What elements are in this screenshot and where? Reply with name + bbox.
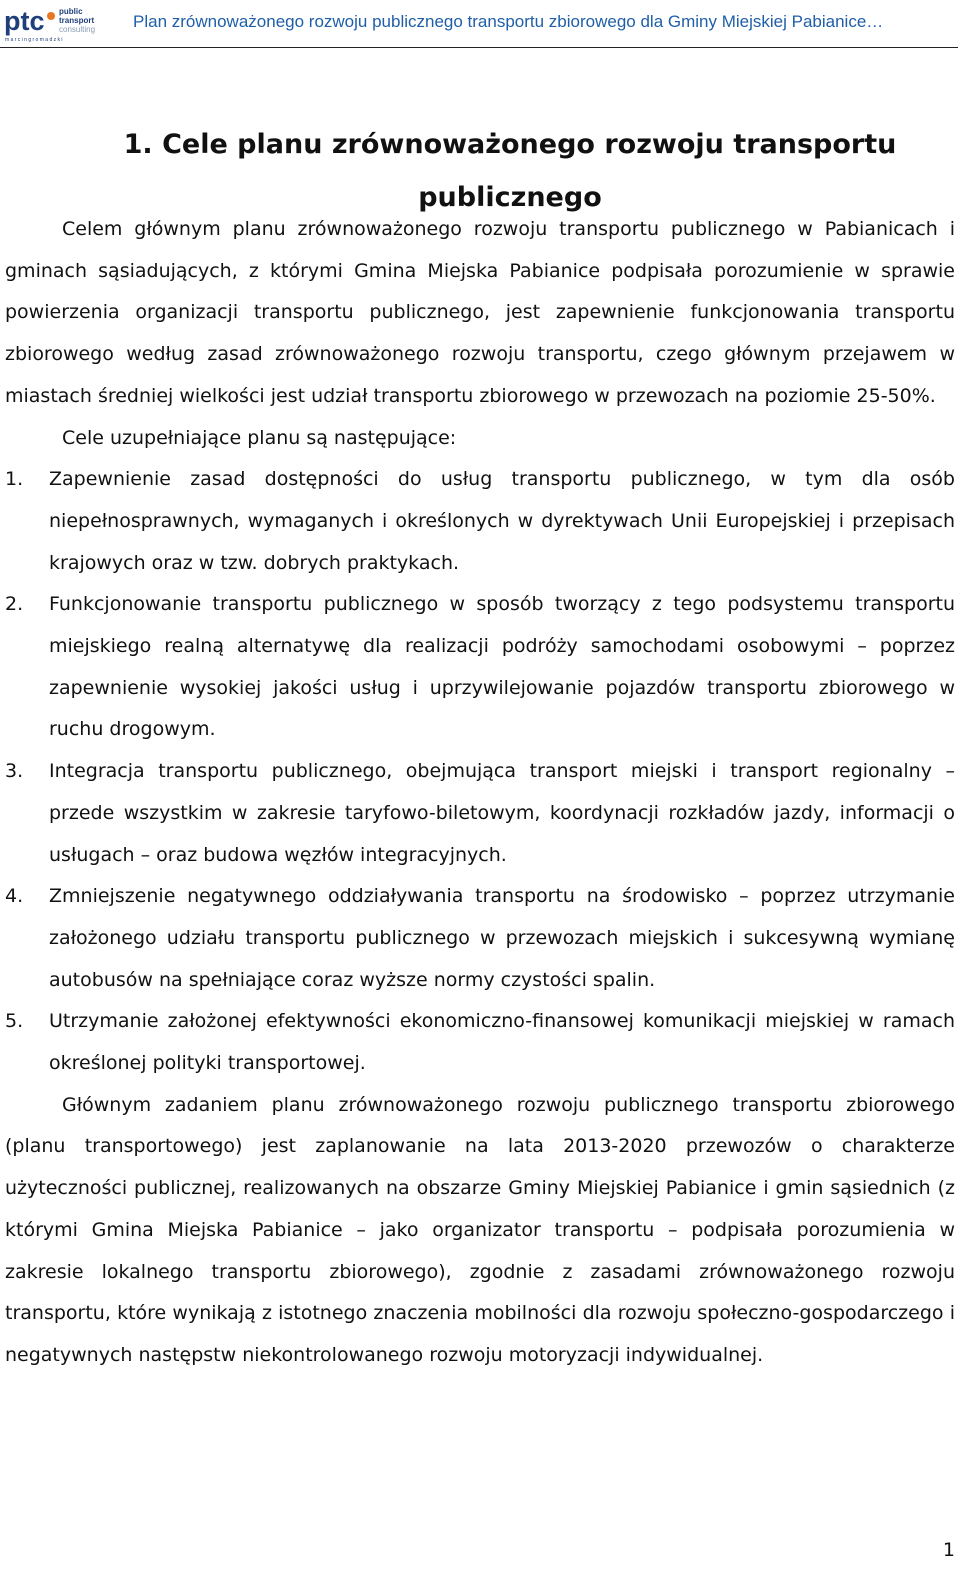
chapter-title: 1. Cele planu zrównoważonego rozwoju transportu publicznego — [123, 129, 897, 214]
goal-number: 1. — [5, 468, 24, 491]
goal-number: 2. — [5, 593, 24, 616]
page-header — [0, 0, 960, 48]
logo-text-line2: transport — [59, 16, 95, 25]
header-divider — [0, 47, 958, 48]
logo-subtitle: m a r c i n g r o m a d z k i — [5, 37, 63, 43]
goal-text: Utrzymanie założonej efektywności ekonomiczno-finansowej komunikacji miejskiej w ramach określonej polityki transportowej. — [49, 1010, 955, 1075]
document-body — [5, 209, 955, 1377]
goal-item — [5, 1001, 955, 1084]
closing-paragraph: Głównym zadaniem planu zrównoważonego rozwoju publicznego transportu zbiorowego (planu transportowego) jest zaplanowanie na lata 2013-2020 przewozów o charakterze użyteczności publicznej, realizowanych na obszarze Gminy Miejskiej Pabianice i gmin sąsiednich (z którymi Gmina Miejska Pabianice – jako organizator transportu – podpisała porozumienia w zakresie lokalnego transportu zbiorowego), zgodnie z zasadami zrównoważonego rozwoju transportu, które wynikają z istotnego znaczenia mobilności dla rozwoju społeczno-gospodarczego i negatywnych następstw niekontrolowanego rozwoju motoryzacji indywidualnej. — [5, 1093, 955, 1366]
page-number: 1 — [942, 1539, 955, 1561]
logo-letters: ptc — [4, 6, 45, 36]
goal-number: 5. — [5, 1010, 24, 1033]
goal-text: Zmniejszenie negatywnego oddziaływania transportu na środowisko – poprzez utrzymanie założonego udziału transportu publicznego w przewozach miejskich i sukcesywną wymianę autobusów na spełniające coraz wyższe normy czystości spalin. — [49, 885, 955, 991]
goal-item — [5, 584, 955, 751]
logo-text-line1: public — [59, 7, 83, 16]
goals-lead: Cele uzupełniające planu są następujące: — [62, 426, 457, 449]
goal-item — [5, 876, 955, 1001]
goal-text: Integracja transportu publicznego, obejmująca transport miejski i transport regionalny – przede wszystkim w zakresie taryfowo-biletowym, koordynacji rozkładów jazdy, informacji o usługach – oraz budowa węzłów integracyjnych. — [49, 760, 955, 866]
ptc-logo — [4, 4, 104, 44]
logo-dot — [47, 12, 55, 20]
goals-list — [5, 459, 955, 1085]
goal-text: Funkcjonowanie transportu publicznego w sposób tworzący z tego podsystemu transportu miejskiego realną alternatywę dla realizacji podróży samochodami osobowymi – poprzez zapewnienie wysokiej jakości usług i uprzywilejowanie pojazdów transportu zbiorowego w ruchu drogowym. — [49, 593, 955, 741]
logo-text-line3: consulting — [59, 25, 96, 34]
goal-number: 3. — [5, 760, 24, 783]
intro-paragraph: Celem głównym planu zrównoważonego rozwoju transportu publicznego w Pabianicach i gminach sąsiadujących, z którymi Gmina Miejska Pabianice podpisała porozumienie w sprawie powierzenia organizacji transportu publicznego, jest zapewnienie funkcjonowania transportu zbiorowego według zasad zrównoważonego rozwoju transportu, czego głównym przejawem w miastach średniej wielkości jest udział transportu zbiorowego w przewozach na poziomie 25-50%. — [5, 218, 955, 407]
header-title: Plan zrównoważonego rozwoju publicznego transportu zbiorowego dla Gminy Miejskiej Pabianice… — [133, 12, 884, 31]
goal-item — [5, 751, 955, 876]
goal-text: Zapewnienie zasad dostępności do usług transportu publicznego, w tym dla osób niepełnosprawnych, wymaganych i określonych w dyrektywach Unii Europejskiej i przepisach krajowych oraz w tzw. dobrych praktykach. — [49, 468, 955, 574]
goal-number: 4. — [5, 885, 24, 908]
goal-item — [5, 459, 955, 584]
